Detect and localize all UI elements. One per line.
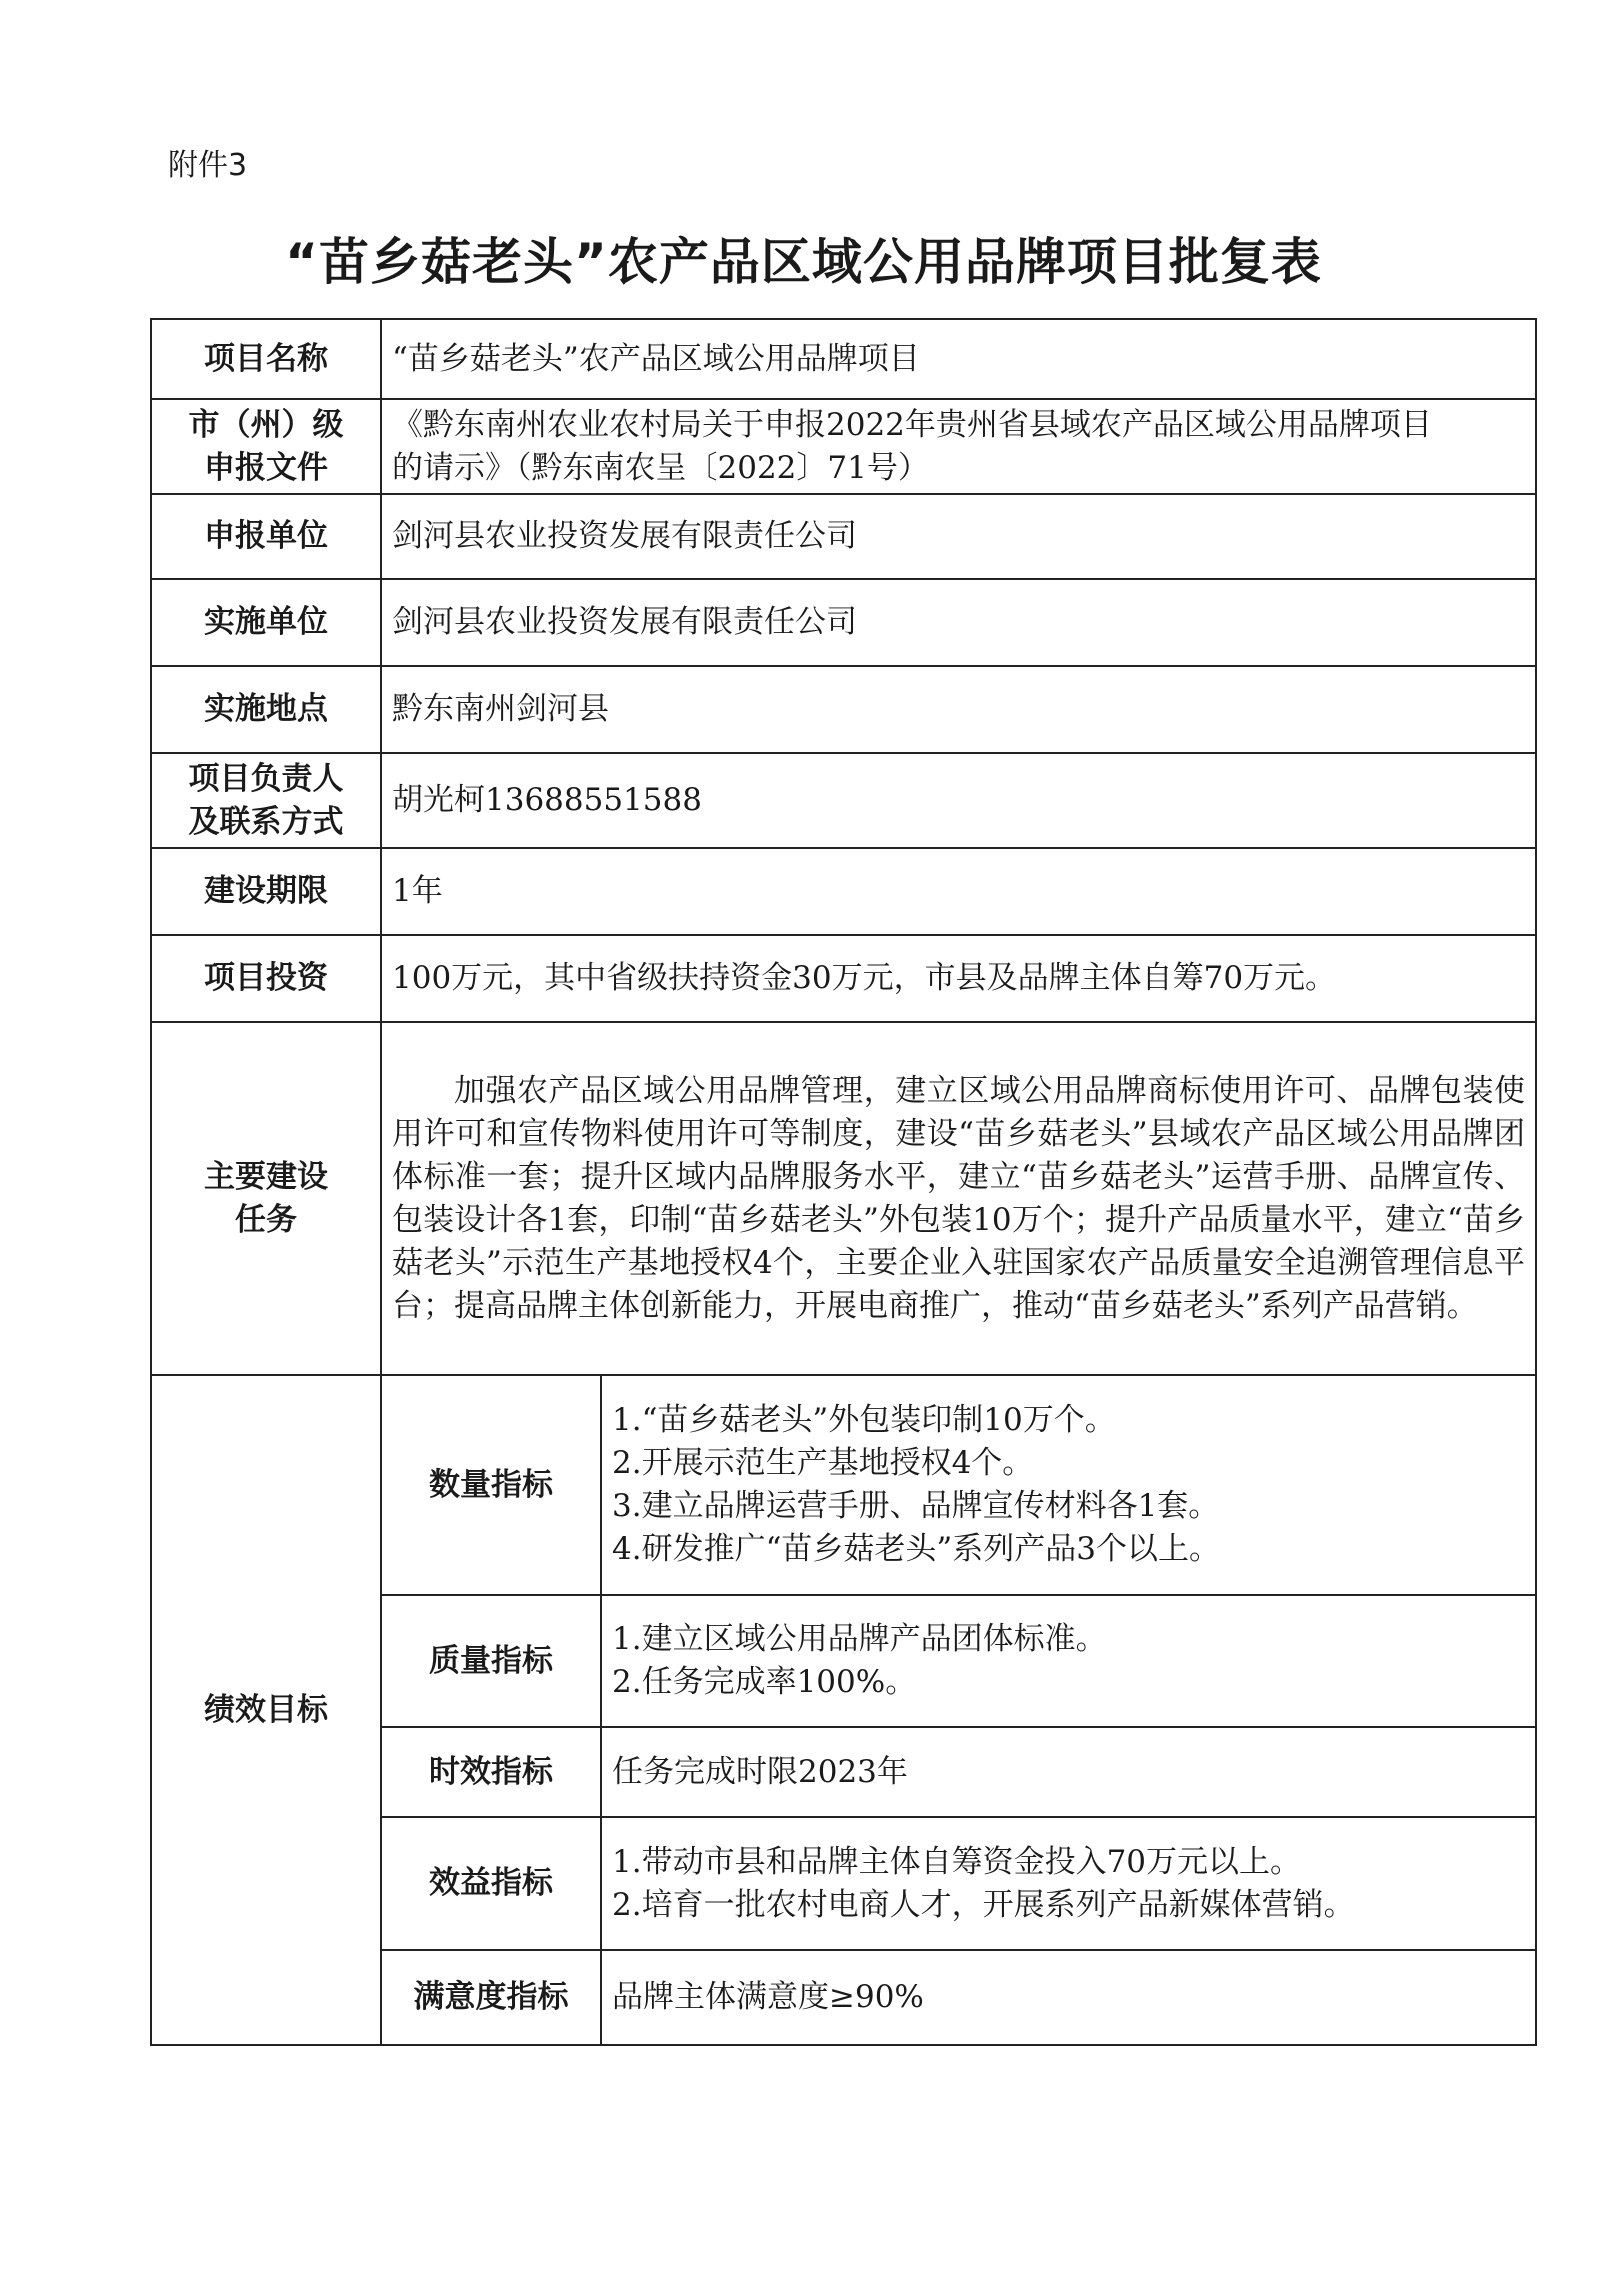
performance-label: 绩效目标 bbox=[151, 1375, 381, 2045]
investment-value: 100万元，其中省级扶持资金30万元，市县及品牌主体自筹70万元。 bbox=[381, 935, 1536, 1022]
location-value: 黔东南州剑河县 bbox=[381, 666, 1536, 753]
list-item: 2.开展示范生产基地授权4个。 bbox=[612, 1445, 1034, 1481]
main-tasks-label: 主要建设 任务 bbox=[151, 1022, 381, 1375]
benefit-label: 效益指标 bbox=[381, 1817, 601, 1950]
timeliness-label: 时效指标 bbox=[381, 1727, 601, 1817]
list-item: 1.“苗乡菇老头”外包装印制10万个。 bbox=[612, 1402, 1116, 1438]
row-investment bbox=[151, 935, 1536, 1022]
report-doc-value: 《黔东南州农业农村局关于申报2022年贵州省县域农产品区域公用品牌项目 的请示》（黔东南农呈〔2022〕71号） bbox=[381, 399, 1536, 494]
row-location bbox=[151, 666, 1536, 753]
row-quantity bbox=[151, 1375, 1536, 1595]
approval-table bbox=[150, 318, 1537, 2046]
list-item: 3.建立品牌运营手册、品牌宣传材料各1套。 bbox=[612, 1488, 1220, 1524]
applicant-value: 剑河县农业投资发展有限责任公司 bbox=[381, 494, 1536, 579]
project-name-value: “苗乡菇老头”农产品区域公用品牌项目 bbox=[381, 319, 1536, 399]
quantity-items bbox=[601, 1375, 1536, 1595]
location-label: 实施地点 bbox=[151, 666, 381, 753]
project-name-label: 项目名称 bbox=[151, 319, 381, 399]
satisfaction-label: 满意度指标 bbox=[381, 1950, 601, 2045]
list-item: 2.任务完成率100%。 bbox=[612, 1664, 917, 1700]
row-applicant bbox=[151, 494, 1536, 579]
list-item: 4.研发推广“苗乡菇老头”系列产品3个以上。 bbox=[612, 1531, 1220, 1567]
quality-items bbox=[601, 1595, 1536, 1727]
period-value: 1年 bbox=[381, 848, 1536, 935]
main-tasks-value: 加强农产品区域公用品牌管理，建立区域公用品牌商标使用许可、品牌包装使用许可和宣传物料使用许可等制度，建设“苗乡菇老头”县域农产品区域公用品牌团体标准一套；提升区域内品牌服务水平，建立“苗乡菇老头”运营手册、品牌宣传、包装设计各1套，印制“苗乡菇老头”外包装10万个；提升产品质量水平，建立“苗乡菇老头”示范生产基地授权4个，主要企业入驻国家农产品质量安全追溯管理信息平台；提高品牌主体创新能力，开展电商推广，推动“苗乡菇老头”系列产品营销。 bbox=[381, 1022, 1536, 1375]
row-main-tasks bbox=[151, 1022, 1536, 1375]
contact-label: 项目负责人 及联系方式 bbox=[151, 753, 381, 848]
investment-label: 项目投资 bbox=[151, 935, 381, 1022]
benefit-items bbox=[601, 1817, 1536, 1950]
quality-label: 质量指标 bbox=[381, 1595, 601, 1727]
row-report-doc bbox=[151, 399, 1536, 494]
timeliness-value: 任务完成时限2023年 bbox=[601, 1727, 1536, 1817]
report-doc-label: 市（州）级 申报文件 bbox=[151, 399, 381, 494]
applicant-label: 申报单位 bbox=[151, 494, 381, 579]
implementer-label: 实施单位 bbox=[151, 579, 381, 666]
page-title: “苗乡菇老头”农产品区域公用品牌项目批复表 bbox=[285, 233, 1322, 291]
period-label: 建设期限 bbox=[151, 848, 381, 935]
row-project-name bbox=[151, 319, 1536, 399]
list-item: 1.建立区域公用品牌产品团体标准。 bbox=[612, 1621, 1107, 1657]
attachment-label: 附件3 bbox=[168, 148, 248, 183]
implementer-value: 剑河县农业投资发展有限责任公司 bbox=[381, 579, 1536, 666]
satisfaction-value: 品牌主体满意度≥90% bbox=[601, 1950, 1536, 2045]
list-item: 2.培育一批农村电商人才，开展系列产品新媒体营销。 bbox=[612, 1886, 1355, 1923]
quantity-label: 数量指标 bbox=[381, 1375, 601, 1595]
list-item: 1.带动市县和品牌主体自筹资金投入70万元以上。 bbox=[612, 1843, 1302, 1880]
row-implementer bbox=[151, 579, 1536, 666]
row-contact bbox=[151, 753, 1536, 848]
contact-value: 胡光柯13688551588 bbox=[381, 753, 1536, 848]
row-period bbox=[151, 848, 1536, 935]
